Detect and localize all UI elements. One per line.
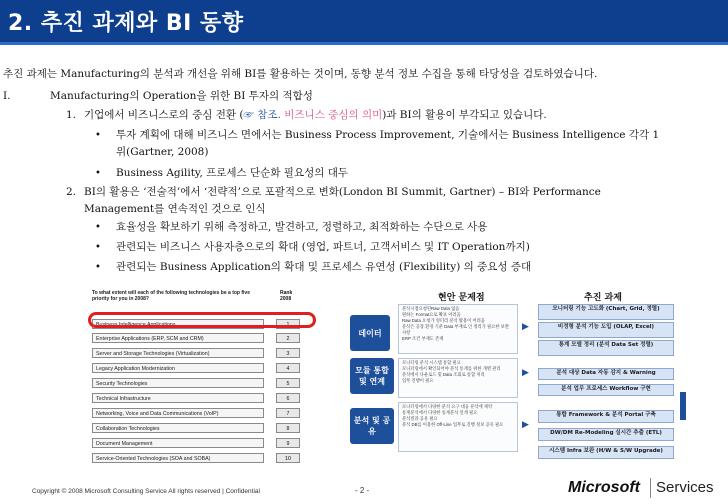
- item1-num: 1.: [66, 109, 77, 121]
- category-analysis-sharing: 분석 및 공유: [350, 408, 394, 444]
- table-row: Security Technologies 5: [92, 378, 302, 390]
- category-module-integration: 모듈 통합 및 연계: [350, 358, 394, 394]
- section-i-num: I.: [3, 90, 11, 102]
- copyright-text: Copyright © 2008 Microsoft Consulting Service All rights reserved | Confidential: [32, 488, 260, 495]
- table-row: Server and Storage Technologies (Virtualization) 3: [92, 348, 302, 360]
- task-box: 통합 Framework & 분석 Portal 구축: [538, 410, 674, 423]
- section-i-text: Manufacturing의 Operation을 위한 BI 투자의 적합성: [50, 90, 313, 102]
- bullet-glyph: •: [95, 262, 101, 273]
- issue-box-data: 분석시점요청된Raw Data 없음 원하는 Format으로 확보 어려움 Raw Data 요청가 엉터리 분석 활용이 어려움 분석은 공장 환경 기준 Data 부재로 인 정리가 필요한 보완 사항 ERP 조건 부재도 존재: [398, 304, 518, 354]
- item1-bullet-1: 투자 계획에 대해 비즈니스 면에서는 Business Process Improvement, 기술에서는 Business Intelligence 각각 1: [116, 129, 660, 141]
- table-question: To what extent will each of the following technologies be a top five priority for you in 2008?: [92, 290, 250, 302]
- table-row: Legacy Application Modernization 4: [92, 363, 302, 375]
- table-row: Business Intelligence Applications 1: [92, 319, 302, 331]
- microsoft-services-logo: [568, 474, 723, 500]
- item1-bullet-1-cont: 위(Gartner, 2008): [116, 146, 209, 158]
- item2-bullet-1: 효율성을 확보하기 위해 측정하고, 발견하고, 정렬하고, 최적화하는 수단으로 사용: [116, 221, 488, 233]
- task-box: 분석 업무 프로세스 Workflow 구현: [538, 384, 674, 396]
- table-row: Collaboration Technologies 8: [92, 423, 302, 435]
- highlight-oval: [88, 312, 316, 328]
- task-box: 비정형 분석 기능 도입 (OLAP, Excel): [538, 322, 674, 338]
- table-row: Technical Infrastructure 6: [92, 393, 302, 405]
- tasks-header: 추진 과제: [584, 293, 622, 303]
- item2-line1: BI의 활용은 ‘전술적’에서 ‘전략적’으로 포괄적으로 변화(London BI Summit, Gartner) – BI와 Performance: [84, 186, 601, 198]
- task-box: 모니터링 기능 고도화 (Chart, Grid, 정렬): [538, 304, 674, 320]
- task-box: 시스템 Infra 보완 (H/W & S/W Upgrade): [538, 446, 674, 459]
- page-number: - 2 -: [355, 486, 370, 495]
- table-row: Networking, Voice and Data Communications (VoIP) 7: [92, 408, 302, 420]
- table-row: Document Management 9: [92, 438, 302, 450]
- side-bar-accent: [680, 392, 686, 420]
- issue-box-analysis: 모니터링에서 다양한 분석 요구 대응 분석에 제약 통계분석에서 다양한 통계분석 연계 필요 분석결과 공유 필요 분석 DB를 이용한 Off-Line 업무로 진행 정보 공유 필요: [398, 402, 518, 452]
- logo-divider: [650, 478, 651, 498]
- page-title: 2. 추진 과제와 BI 동향: [8, 11, 244, 36]
- item2-line2: Management를 연속적인 것으로 인식: [84, 203, 266, 215]
- item1-bullet-2: Business Agility, 프로세스 단순화 필요성의 대두: [116, 167, 348, 179]
- bullet-glyph: •: [95, 168, 101, 179]
- table-rank-header: Rank 2008: [280, 290, 293, 302]
- bullet-glyph: •: [95, 130, 101, 141]
- logo-microsoft: Microsoft: [568, 479, 640, 496]
- table-row: Enterprise Applications (ERP, SCM and CRM) 2: [92, 333, 302, 345]
- bullet-glyph: •: [95, 222, 101, 233]
- arrow-icon: ▶: [522, 420, 529, 430]
- intro-text: 추진 과제는 Manufacturing의 분석과 개선을 위해 BI를 활용하는 것이며, 동향 분석 정보 수집을 통해 타당성을 검토하였습니다.: [3, 68, 598, 80]
- title-bar: [0, 0, 728, 45]
- table-row: Service-Oriented Technologies (SOA and SOBA) 10: [92, 453, 302, 465]
- logo-services: Services: [656, 479, 714, 496]
- task-box: 통계 모델 정리 (분석 Data Set 정렬): [538, 340, 674, 356]
- item2-bullet-3: 관련되는 Business Application의 확대 및 프로세스 유연성 (Flexibility) 의 중요성 증대: [116, 261, 532, 273]
- link-business-focus[interactable]: 비즈니스 중심의 의미: [284, 109, 383, 121]
- arrow-icon: ▶: [522, 368, 529, 378]
- item1-line: 기업에서 비즈니스로의 중심 전환 (☞ 참조. 비즈니스 중심의 의미)과 BI의 활용이 부각되고 있습니다.: [84, 109, 547, 121]
- issues-header: 현안 문제점: [438, 293, 485, 303]
- item2-num: 2.: [66, 186, 77, 198]
- bullet-glyph: •: [95, 242, 101, 253]
- arrow-icon: ▶: [522, 322, 529, 332]
- issue-box-module: 모니터링 분석 시스템 통합 필요 모니터링에서 확인되어야 분석 통계를 위한 개별 관리 분석에서 다운로드 및 Data 조회로 통합 처리 업무 진행이 필요: [398, 358, 518, 398]
- task-box: 분석 대상 Data 자동 감지 & Warning: [538, 368, 674, 380]
- item2-bullet-2: 관련되는 비즈니스 사용자층으로의 확대 (영업, 파트너, 고객서비스 및 IT Operation까지): [116, 241, 530, 253]
- task-box: DW/DM Re-Modeling 실시간 추출 (ETL): [538, 428, 674, 441]
- category-data: 데이터: [350, 315, 390, 351]
